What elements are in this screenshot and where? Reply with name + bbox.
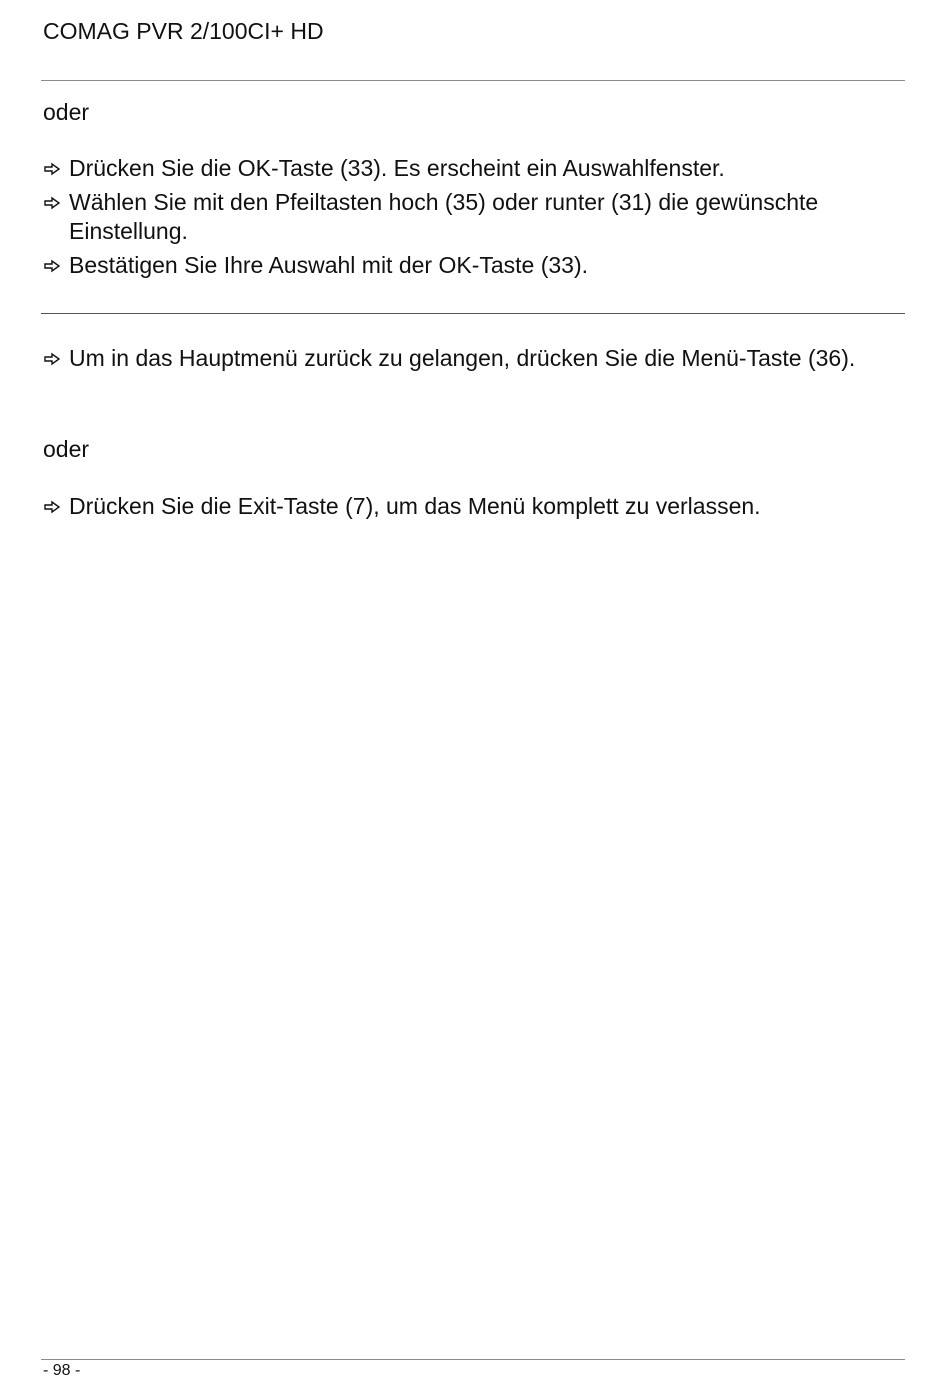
intro-oder: oder (43, 99, 90, 125)
step-text: Wählen Sie mit den Pfeiltasten hoch (35) oder runter (31) die gewünschte Einstellung. (69, 189, 819, 244)
header-divider (41, 80, 905, 81)
list-item (43, 154, 893, 183)
arrow-right-outline-icon (43, 259, 63, 273)
step-text: Bestätigen Sie Ihre Auswahl mit der OK-Taste (33). (69, 252, 589, 278)
step-text: Drücken Sie die Exit-Taste (7), um das Menü komplett zu verlassen. (69, 493, 761, 519)
connector-oder: oder (43, 436, 90, 462)
arrow-right-outline-icon (43, 352, 63, 366)
list-item (43, 251, 893, 280)
list-item (43, 492, 893, 521)
list-item (43, 344, 893, 373)
document-title: COMAG PVR 2/100CI+ HD (43, 18, 324, 44)
arrow-right-outline-icon (43, 500, 63, 514)
arrow-right-outline-icon (43, 162, 63, 176)
step-text: Um in das Hauptmenü zurück zu gelangen, drücken Sie die Menü-Taste (36). (69, 345, 856, 371)
list-item (43, 188, 893, 246)
page-number: - 98 - (43, 1362, 81, 1379)
arrow-right-outline-icon (43, 196, 63, 210)
footer-divider (41, 1359, 905, 1360)
section-divider (41, 313, 905, 314)
step-text: Drücken Sie die OK-Taste (33). Es erscheint ein Auswahlfenster. (69, 155, 725, 181)
